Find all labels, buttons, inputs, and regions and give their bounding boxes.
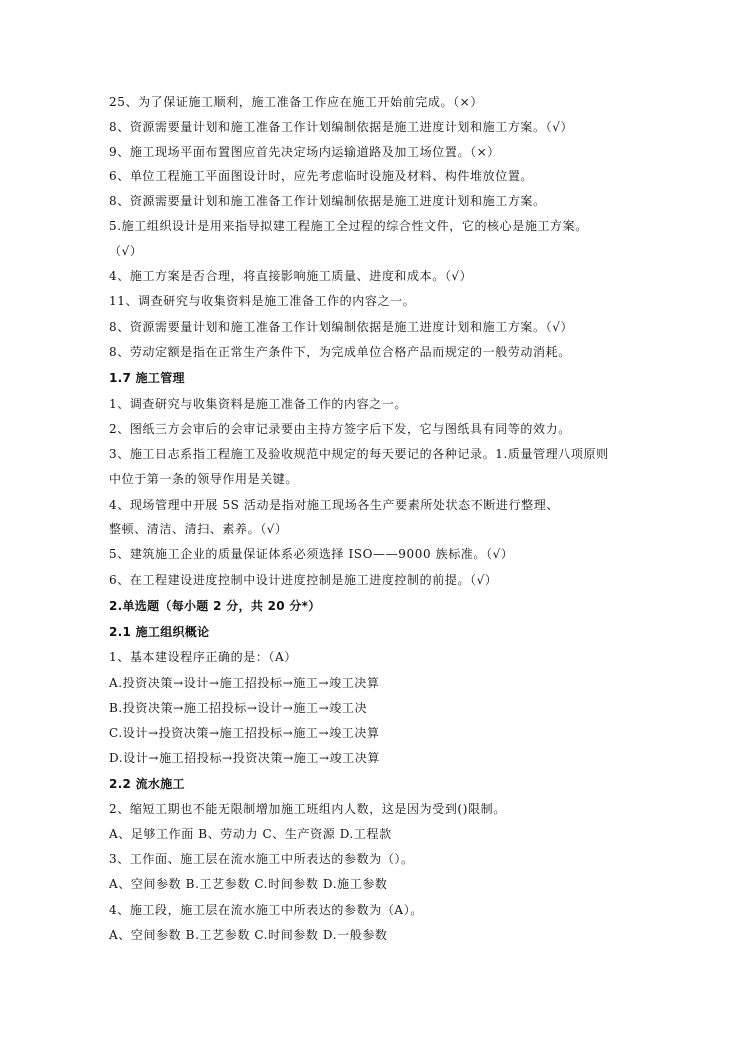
text-line: 5.施工组织设计是用来指导拟建工程施工全过程的综合性文件，它的核心是施工方案。: [109, 219, 588, 233]
section-heading: 2.单选题（每小题 2 分，共 20 分*）: [109, 599, 321, 613]
text-line: 25、为了保证施工顺利，施工准备工作应在施工开始前完成。（×）: [109, 95, 483, 109]
section-heading: 2.1 施工组织概论: [109, 625, 210, 639]
text-line: 4、施工方案是否合理，将直接影响施工质量、进度和成本。（√）: [109, 269, 473, 283]
section-heading: 1.7 施工管理: [109, 371, 185, 385]
text-line: 3、工作面、施工层在流水施工中所表达的参数为（）。: [109, 852, 414, 866]
text-line: A.投资决策→设计→施工招投标→施工→竣工决算: [109, 676, 380, 690]
text-line: 11、调查研究与收集资料是施工准备工作的内容之一。: [109, 294, 416, 308]
text-line: 8、资源需要量计划和施工准备工作计划编制依据是施工进度计划和施工方案。: [109, 194, 546, 208]
text-line: 4、现场管理中开展 5S 活动是指对施工现场各生产要素所处状态不断进行整理、: [109, 498, 559, 512]
text-line: （√）: [109, 244, 143, 258]
text-line: 中位于第一条的领导作用是关键。: [109, 472, 299, 486]
text-line: A、足够工作面 B、劳动力 C、生产资源 D.工程款: [109, 827, 392, 841]
text-line: 2、图纸三方会审后的会审记录要由主持方签字后下发，它与图纸具有同等的效力。: [109, 422, 571, 436]
section-heading: 2.2 流水施工: [109, 777, 185, 791]
text-line: 5、建筑施工企业的质量保证体系必须选择 ISO——9000 族标准。（√）: [109, 547, 514, 561]
text-line: B.投资决策→施工招投标→设计→施工→竣工决: [109, 701, 368, 715]
text-line: 3、施工日志系指工程施工及验收规范中规定的每天要记的各种记录。1.质量管理八项原则: [109, 447, 609, 461]
text-line: A、空间参数 B.工艺参数 C.时间参数 D.施工参数: [109, 877, 388, 891]
text-line: 整顿、清洁、清扫、素养。（√）: [109, 522, 288, 536]
text-line: D.设计→施工招投标→投资决策→施工→竣工决算: [109, 751, 381, 765]
text-line: 9、施工现场平面布置图应首先决定场内运输道路及加工场位置。（×）: [109, 145, 500, 159]
text-line: 6、在工程建设进度控制中设计进度控制是施工进度控制的前提。（√）: [109, 573, 498, 587]
text-line: 6、单位工程施工平面图设计时，应先考虑临时设施及材料、构件堆放位置。: [109, 169, 534, 183]
text-line: 1、调查研究与收集资料是施工准备工作的内容之一。: [109, 397, 408, 411]
text-line: 8、资源需要量计划和施工准备工作计划编制依据是施工进度计划和施工方案。（√）: [109, 120, 574, 134]
text-line: 2、缩短工期也不能无限制增加施工班组内人数，这是因为受到()限制。: [109, 802, 506, 816]
text-line: C.设计→投资决策→施工招投标→施工→竣工决算: [109, 726, 380, 740]
text-line: 8、资源需要量计划和施工准备工作计划编制依据是施工进度计划和施工方案。（√）: [109, 320, 574, 334]
text-line: 4、施工段，施工层在流水施工中所表达的参数为（A）。: [109, 903, 423, 917]
text-line: 8、劳动定额是指在正常生产条件下，为完成单位合格产品而规定的一般劳动消耗。: [109, 345, 571, 359]
text-line: A、空间参数 B.工艺参数 C.时间参数 D.一般参数: [109, 928, 388, 942]
text-line: 1、基本建设程序正确的是：（A）: [109, 650, 297, 664]
